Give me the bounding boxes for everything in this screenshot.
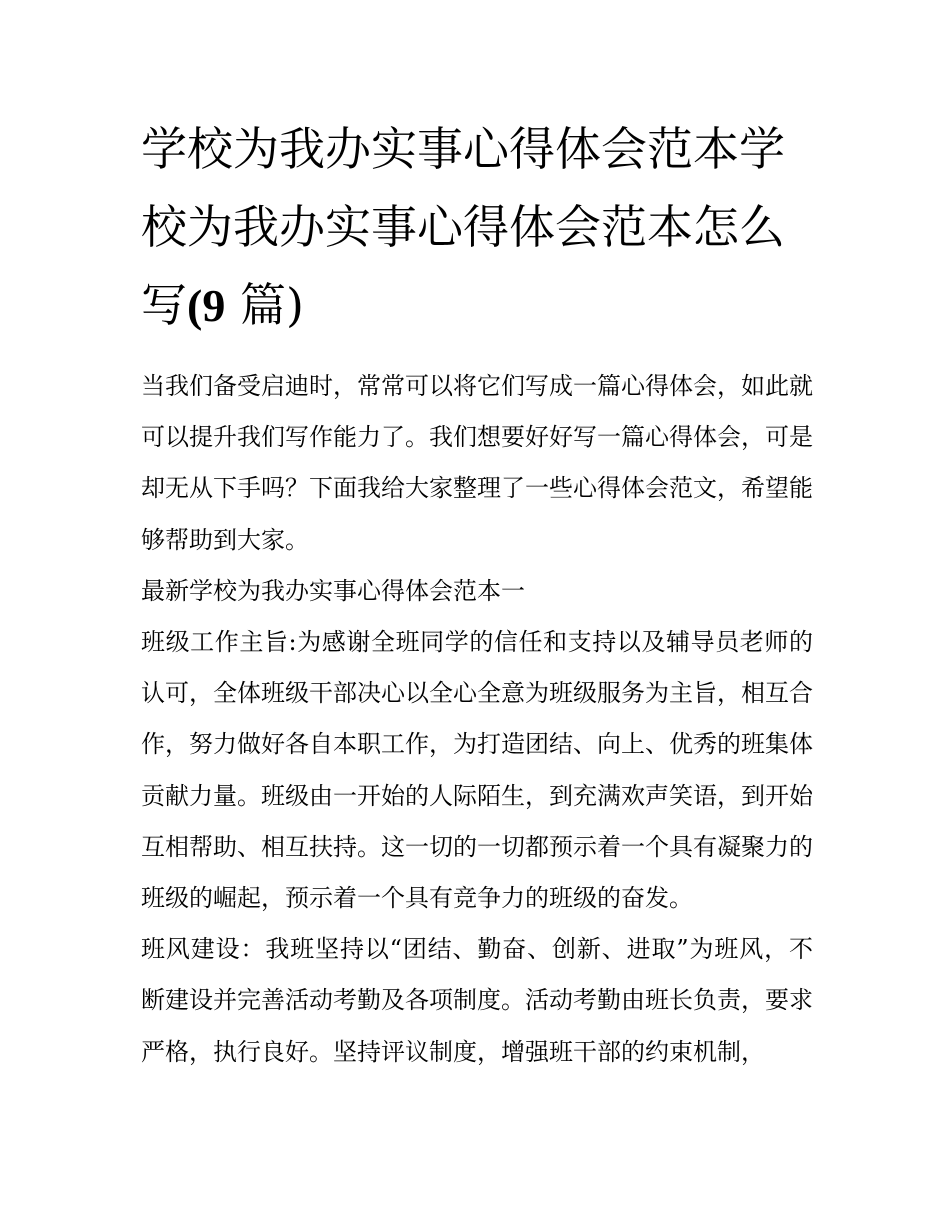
document-page	[141, 110, 813, 1078]
title-count: (9	[187, 280, 226, 331]
body-paragraph: 班风建设：我班坚持以“团结、勤奋、创新、进取”为班风，不断建设并完善活动考勤及各项制度。活动考勤由班长负责，要求严格，执行良好。坚持评议制度，增强班干部的约束机制，	[141, 935, 813, 1066]
title-text: 学校为我办实事心得体会范本学校为我办实事心得体会范本怎么写	[141, 122, 785, 332]
section-heading: 最新学校为我办实事心得体会范本一	[141, 576, 525, 605]
title-suffix: 篇)	[225, 278, 304, 332]
document-title	[141, 110, 801, 345]
intro-paragraph: 当我们备受启迪时，常常可以将它们写成一篇心得体会，如此就可以提升我们写作能力了。我们想要好好写一篇心得体会，可是却无从下手吗？下面我给大家整理了一些心得体会范文，希望能够帮助到大家。	[141, 372, 813, 554]
document-body	[141, 361, 813, 1078]
body-paragraph: 班级工作主旨:为感谢全班同学的信任和支持以及辅导员老师的认可，全体班级干部决心以全心全意为班级服务为主旨，相互合作，努力做好各自本职工作，为打造团结、向上、优秀的班集体贡献力量。班级由一开始的人际陌生，到充满欢声笑语，到开始互相帮助、相互扶持。这一切的一切都预示着一个具有凝聚力的班级的崛起，预示着一个具有竞争力的班级的奋发。	[141, 628, 813, 913]
